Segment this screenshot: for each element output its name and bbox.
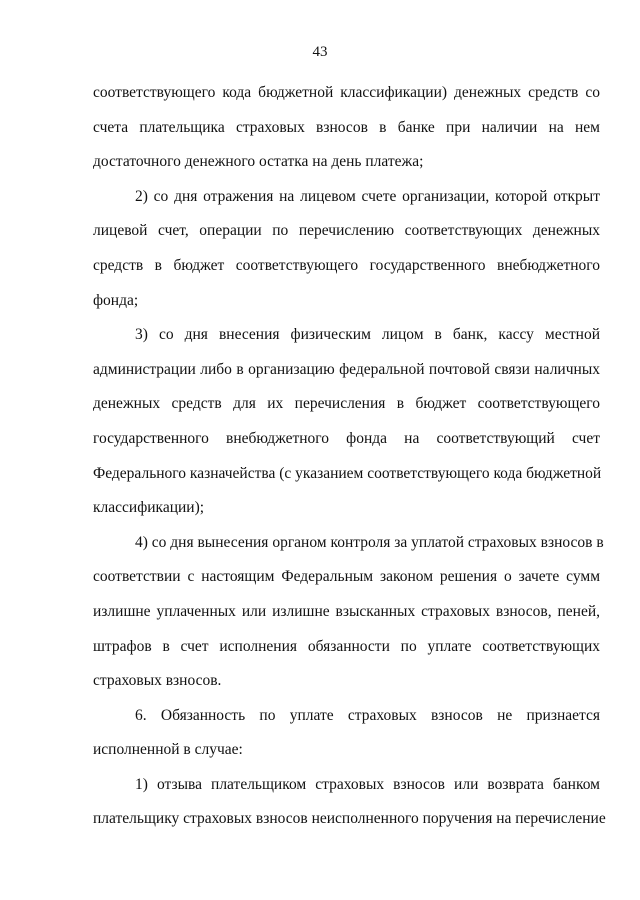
text-line: денежных средств для их перечисления в бюджет соответствующего <box>93 395 600 413</box>
text-line: фонда; <box>93 291 139 309</box>
text-line: 4) со дня вынесения органом контроля за уплатой страховых взносов в <box>135 533 604 551</box>
text-line: счета плательщика страховых взносов в банке при наличии на нем <box>93 118 600 136</box>
text-line: администрации либо в организацию федеральной почтовой связи наличных <box>93 360 600 378</box>
text-line: 2) со дня отражения на лицевом счете организации, которой открыт <box>135 187 600 205</box>
text-line: 1) отзыва плательщиком страховых взносов или возврата банком <box>135 775 600 793</box>
page-number: 43 <box>312 44 328 60</box>
text-line: соответствующего кода бюджетной классификации) денежных средств со <box>93 84 600 101</box>
text-line: средств в бюджет соответствующего государственного внебюджетного <box>93 256 600 274</box>
text-line: излишне уплаченных или излишне взысканных страховых взносов, пеней, <box>93 602 600 620</box>
text-line: 6. Обязанность по уплате страховых взносов не признается <box>135 706 600 724</box>
text-line: плательщику страховых взносов неисполненного поручения на перечисление <box>93 810 606 828</box>
text-line: исполненной в случае: <box>93 741 243 759</box>
text-line: соответствии с настоящим Федеральным законом решения о зачете сумм <box>93 568 600 586</box>
text-line: штрафов в счет исполнения обязанности по уплате соответствующих <box>93 637 600 655</box>
text-line: классификации); <box>93 499 205 517</box>
document-body <box>93 80 606 841</box>
text-line: лицевой счет, операции по перечислению соответствующих денежных <box>93 222 600 240</box>
text-line: Федерального казначейства (с указанием соответствующего кода бюджетной <box>93 464 602 482</box>
text-line: государственного внебюджетного фонда на соответствующий счет <box>93 429 600 447</box>
text-line: 3) со дня внесения физическим лицом в банк, кассу местной <box>135 326 600 344</box>
text-line: страховых взносов. <box>93 672 222 690</box>
text-line: достаточного денежного остатка на день платежа; <box>93 153 424 171</box>
